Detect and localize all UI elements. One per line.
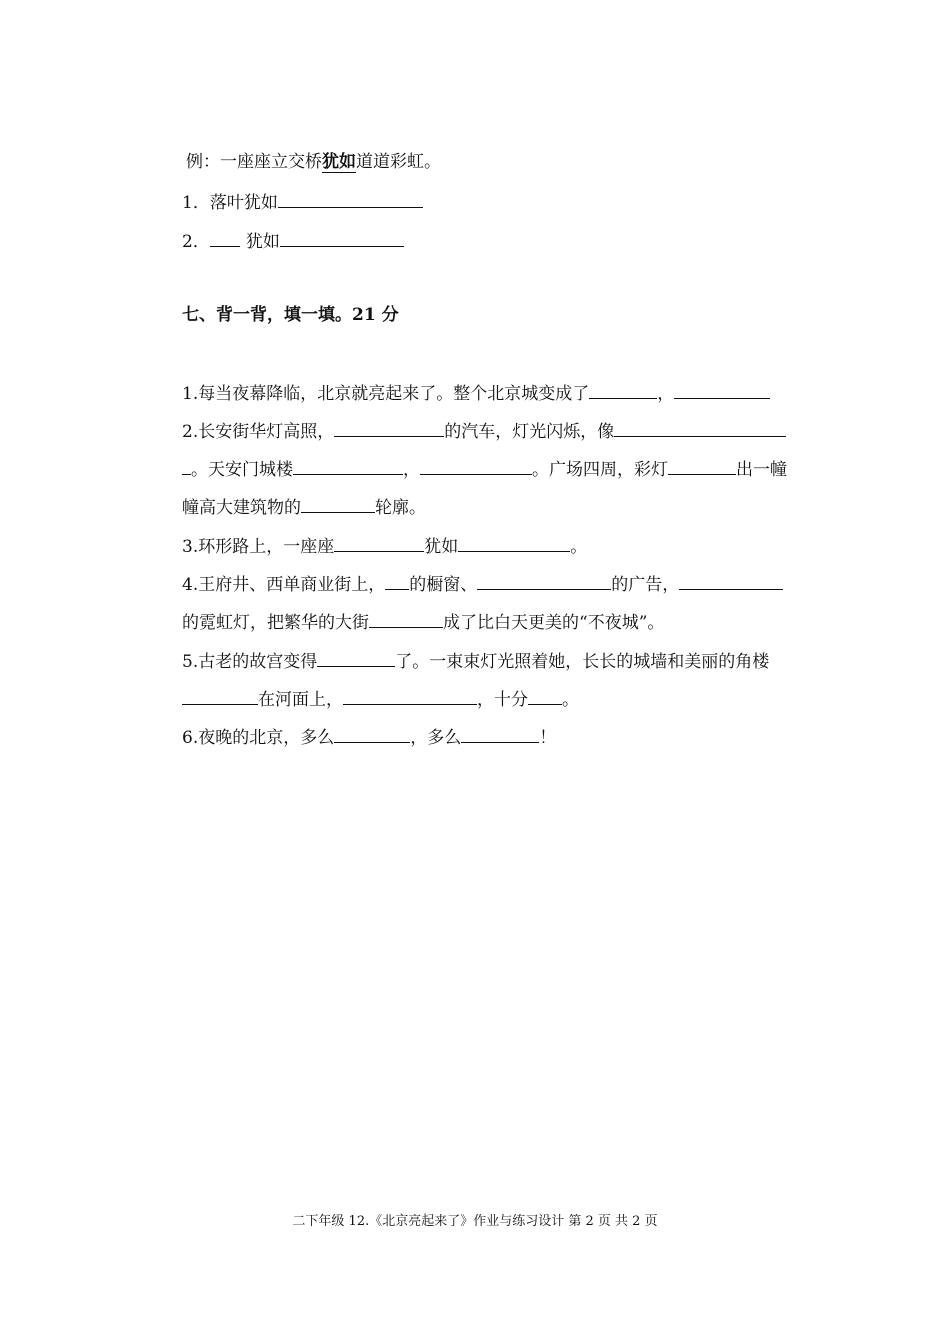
question-1 — [182, 189, 423, 215]
fill-text: 出一幢 — [736, 460, 787, 480]
fill-line-8 — [182, 648, 769, 674]
answer-blank[interactable] — [334, 533, 424, 552]
fill-line-4 — [182, 494, 426, 520]
fill-text: 1.每当夜幕降临，北京就亮起来了。整个北京城变成了 — [182, 384, 590, 404]
answer-blank[interactable] — [458, 533, 570, 552]
fill-text: 的广告， — [611, 575, 680, 595]
fill-text: 3.环形路上，一座座 — [182, 537, 335, 557]
answer-blank[interactable] — [679, 571, 783, 590]
fill-line-1 — [182, 380, 770, 406]
answer-blank[interactable] — [182, 686, 258, 705]
fill-text: 2.长安街华灯高照， — [182, 422, 335, 442]
fill-text: 的汽车，灯光闪烁，像 — [444, 422, 615, 442]
fill-text: 。 — [570, 537, 588, 557]
page-footer: 二下年级 12.《北京亮起来了》作业与练习设计 第 2 页 共 2 页 — [292, 1214, 658, 1229]
answer-blank[interactable] — [674, 380, 770, 399]
answer-blank[interactable] — [210, 228, 240, 247]
fill-text: 犹如 — [424, 537, 459, 557]
fill-line-2 — [182, 418, 786, 444]
fill-text: 成了比白天更美的“不夜城”。 — [443, 613, 665, 633]
answer-blank[interactable] — [280, 228, 404, 247]
fill-line-7 — [182, 609, 664, 635]
answer-blank[interactable] — [334, 724, 410, 743]
section-7-title: 七、背一背，填一填。21 分 — [182, 305, 399, 325]
fill-text: 了。一束束灯光照着她，长长的城墙和美丽的角楼 — [395, 652, 770, 672]
fill-text: ！ — [539, 728, 557, 748]
fill-text: 4.王府井、西单商业街上， — [182, 575, 386, 595]
fill-text: 轮廓。 — [375, 498, 426, 518]
fill-line-10 — [182, 724, 556, 750]
fill-text: 6.夜晚的北京，多么 — [182, 728, 335, 748]
example-keyword: 犹如 — [322, 152, 356, 172]
question-1-text: 1．落叶犹如 — [182, 193, 278, 213]
answer-blank[interactable] — [385, 571, 409, 590]
answer-blank[interactable] — [301, 494, 375, 513]
question-2-number: 2． — [182, 232, 210, 252]
answer-blank[interactable] — [293, 456, 403, 475]
fill-line-5 — [182, 533, 587, 559]
fill-text: 。广场四周，彩灯 — [532, 460, 668, 480]
answer-blank[interactable] — [614, 418, 786, 437]
fill-text: ， — [657, 384, 675, 404]
answer-blank[interactable] — [668, 456, 736, 475]
answer-blank[interactable] — [420, 456, 532, 475]
answer-blank[interactable] — [343, 686, 477, 705]
fill-text: 。 — [562, 690, 579, 710]
fill-line-3 — [182, 456, 787, 482]
answer-blank[interactable] — [528, 686, 562, 705]
question-2 — [182, 228, 404, 254]
fill-text: 在河面上， — [258, 690, 343, 710]
fill-text: 幢高大建筑物的 — [182, 498, 301, 518]
fill-line-6 — [182, 571, 783, 597]
fill-text: ，多么 — [410, 728, 462, 748]
answer-blank[interactable] — [461, 724, 539, 743]
example-prefix: 例：一座座立交桥 — [186, 152, 322, 172]
answer-blank[interactable] — [334, 418, 444, 437]
fill-text: 的橱窗、 — [409, 575, 478, 595]
answer-blank[interactable] — [182, 456, 191, 475]
answer-blank[interactable] — [369, 609, 443, 628]
fill-text: 5.古老的故宫变得 — [182, 652, 318, 672]
answer-blank[interactable] — [317, 648, 395, 667]
fill-text: ， — [403, 460, 420, 480]
answer-blank[interactable] — [278, 189, 423, 208]
fill-text: 。天安门城楼 — [191, 460, 293, 480]
fill-line-9 — [182, 686, 579, 712]
example-line — [186, 150, 441, 174]
example-suffix: 道道彩虹。 — [356, 152, 441, 172]
answer-blank[interactable] — [477, 571, 611, 590]
fill-text: 的霓虹灯，把繁华的大街 — [182, 613, 369, 633]
answer-blank[interactable] — [589, 380, 657, 399]
fill-text: ，十分 — [477, 690, 528, 710]
question-2-text: 犹如 — [245, 232, 280, 252]
